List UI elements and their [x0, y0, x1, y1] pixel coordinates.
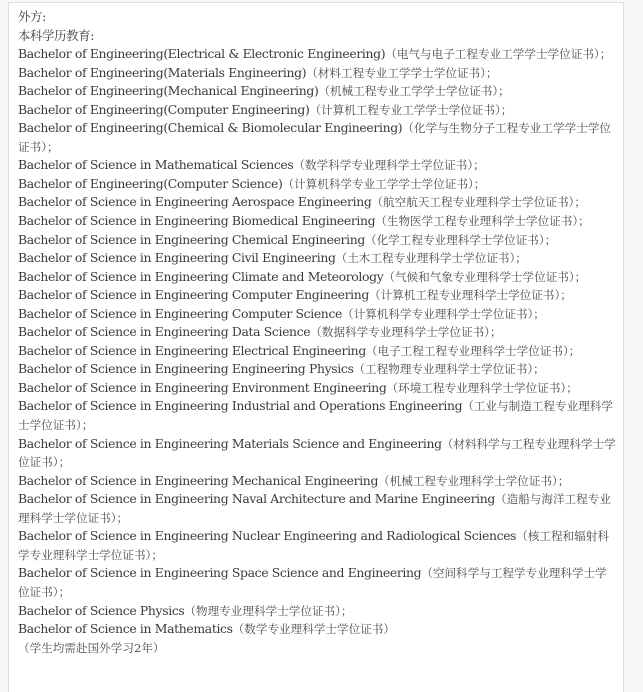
degree-zh: （材料工程专业工学学士学位证书）；: [306, 65, 498, 80]
content-panel: [8, 2, 624, 692]
degree-zh: （物理专业理科学士学位证书）；: [184, 603, 353, 618]
degree-en: Bachelor of Science in Engineering Computer Science: [18, 305, 343, 321]
degree-en: Bachelor of Engineering(Computer Science): [18, 175, 283, 191]
degree-item: [18, 435, 618, 472]
degree-en: Bachelor of Science in Engineering Computer Engineering: [18, 287, 369, 303]
degree-zh: （计算机科学专业工学学士学位证书）；: [282, 176, 486, 191]
degree-en: Bachelor of Engineering(Electrical & Electronic Engineering): [18, 46, 386, 62]
degree-zh: （工程物理专业理科学士学位证书）；: [353, 362, 545, 377]
degree-zh: （空间科学与工程学专业理科学士学位证书）；: [18, 566, 607, 599]
degree-en: Bachelor of Science in Engineering Aerospace Engineering: [18, 194, 372, 210]
degree-zh: （机械工程专业工学学士学位证书）；: [318, 84, 510, 99]
degree-item: [18, 249, 618, 268]
degree-en: Bachelor of Science in Engineering Space Science and Engineering: [18, 565, 422, 581]
degree-zh: （数据科学专业理科学士学位证书）；: [310, 325, 502, 340]
degree-item: [18, 379, 618, 398]
degree-item: [18, 101, 618, 120]
degree-zh: （电气与电子工程专业工学学士学位证书）；: [385, 47, 612, 62]
degree-item: [18, 45, 618, 64]
degree-zh: （计算机工程专业理科学士学位证书）；: [369, 288, 572, 303]
degree-item: [18, 286, 618, 305]
degree-item: [18, 119, 618, 156]
degree-item: [18, 620, 618, 639]
degree-en: Bachelor of Science in Engineering Engineering Physics: [18, 361, 354, 377]
degree-en: Bachelor of Science in Mathematical Sciences: [18, 157, 294, 173]
degree-zh: （化学与生物分子工程专业工学学士学位证书）；: [18, 121, 611, 154]
degree-item: [18, 212, 618, 231]
degree-zh: （电子工程工程专业理科学士学位证书）；: [365, 343, 581, 358]
degree-zh: （造船与海洋工程专业理科学士学位证书）；: [18, 492, 611, 525]
degree-zh: （生物医学工程专业理科学士学位证书）；: [375, 214, 590, 229]
degree-zh: （机械工程专业理科学士学位证书）；: [378, 473, 570, 488]
degree-zh: （气候和气象专业理科学士学位证书）；: [383, 269, 587, 284]
degree-item: [18, 527, 618, 564]
degree-en: Bachelor of Science in Mathematics: [18, 621, 233, 637]
degree-en: Bachelor of Science in Engineering Data Science: [18, 324, 311, 340]
degree-zh: （环境工程专业理科学士学位证书）；: [386, 380, 578, 395]
degree-en: Bachelor of Science in Engineering Electrical Engineering: [18, 342, 366, 358]
degree-item: [18, 64, 618, 83]
degree-en: Bachelor of Science in Engineering Civil Engineering: [18, 250, 336, 266]
degree-en: Bachelor of Science in Engineering Biomedical Engineering: [18, 213, 376, 229]
degree-en: Bachelor of Engineering(Computer Engineering): [18, 101, 310, 117]
degree-zh: （航空航天工程专业理科学士学位证书）；: [371, 195, 586, 210]
degree-item: [18, 342, 618, 361]
degree-en: Bachelor of Science in Engineering Mechanical Engineering: [18, 472, 379, 488]
degree-item: [18, 360, 618, 379]
degree-item: [18, 82, 618, 101]
degree-item: [18, 193, 618, 212]
degree-item: [18, 305, 618, 324]
degree-en: Bachelor of Science in Engineering Chemical Engineering: [18, 231, 365, 247]
degree-zh: （化学工程专业理科学士学位证书）；: [364, 232, 557, 247]
party-heading: 外方:: [18, 9, 46, 24]
degree-item: [18, 175, 618, 194]
degree-en: Bachelor of Science in Engineering Materials Science and Engineering: [18, 435, 442, 451]
degree-zh: （计算机科学专业理科学士学位证书）；: [342, 306, 545, 321]
degree-zh: （计算机工程专业工学学士学位证书）；: [309, 102, 513, 117]
degree-zh: （数学科学专业理科学士学位证书）；: [293, 158, 485, 173]
degree-en: Bachelor of Science in Engineering Nuclear Engineering and Radiological Sciences: [18, 528, 517, 544]
degree-en: Bachelor of Science in Engineering Environment Engineering: [18, 379, 387, 395]
degree-item: [18, 564, 618, 601]
degree-zh: （工业与制造工程专业理科学士学位证书）；: [18, 399, 613, 433]
degree-item: [18, 472, 618, 491]
degree-item: [18, 268, 618, 287]
degree-en: Bachelor of Engineering(Chemical & Biomolecular Engineering): [18, 120, 403, 136]
degree-item: [18, 323, 618, 342]
degree-item: [18, 156, 618, 175]
section-heading: 本科学历教育:: [18, 27, 95, 43]
degree-zh: （土木工程专业理科学士学位证书）；: [335, 251, 527, 266]
degree-item: [18, 397, 618, 434]
degree-list-text: [18, 8, 618, 657]
degree-item: [18, 490, 618, 527]
degree-zh: （核工程和辐射科学专业理科学士学位证书）；: [18, 529, 609, 562]
footer-note: （学生均需赴国外学习2年）: [18, 640, 165, 655]
degree-zh: （材料科学与工程专业理科学士学位证书）；: [18, 436, 616, 470]
degree-item: [18, 602, 618, 621]
degree-en: Bachelor of Science Physics: [18, 602, 185, 618]
degree-zh: （数学专业理科学士学位证书）: [232, 622, 395, 637]
degree-en: Bachelor of Science in Engineering Climate and Meteorology: [18, 268, 384, 284]
degree-item: [18, 231, 618, 250]
degree-en: Bachelor of Engineering(Materials Engineering): [18, 64, 307, 80]
degree-en: Bachelor of Science in Engineering Industrial and Operations Engineering: [18, 398, 463, 414]
degree-en: Bachelor of Science in Engineering Naval Architecture and Marine Engineering: [18, 491, 496, 507]
degree-en: Bachelor of Engineering(Mechanical Engineering): [18, 83, 319, 99]
